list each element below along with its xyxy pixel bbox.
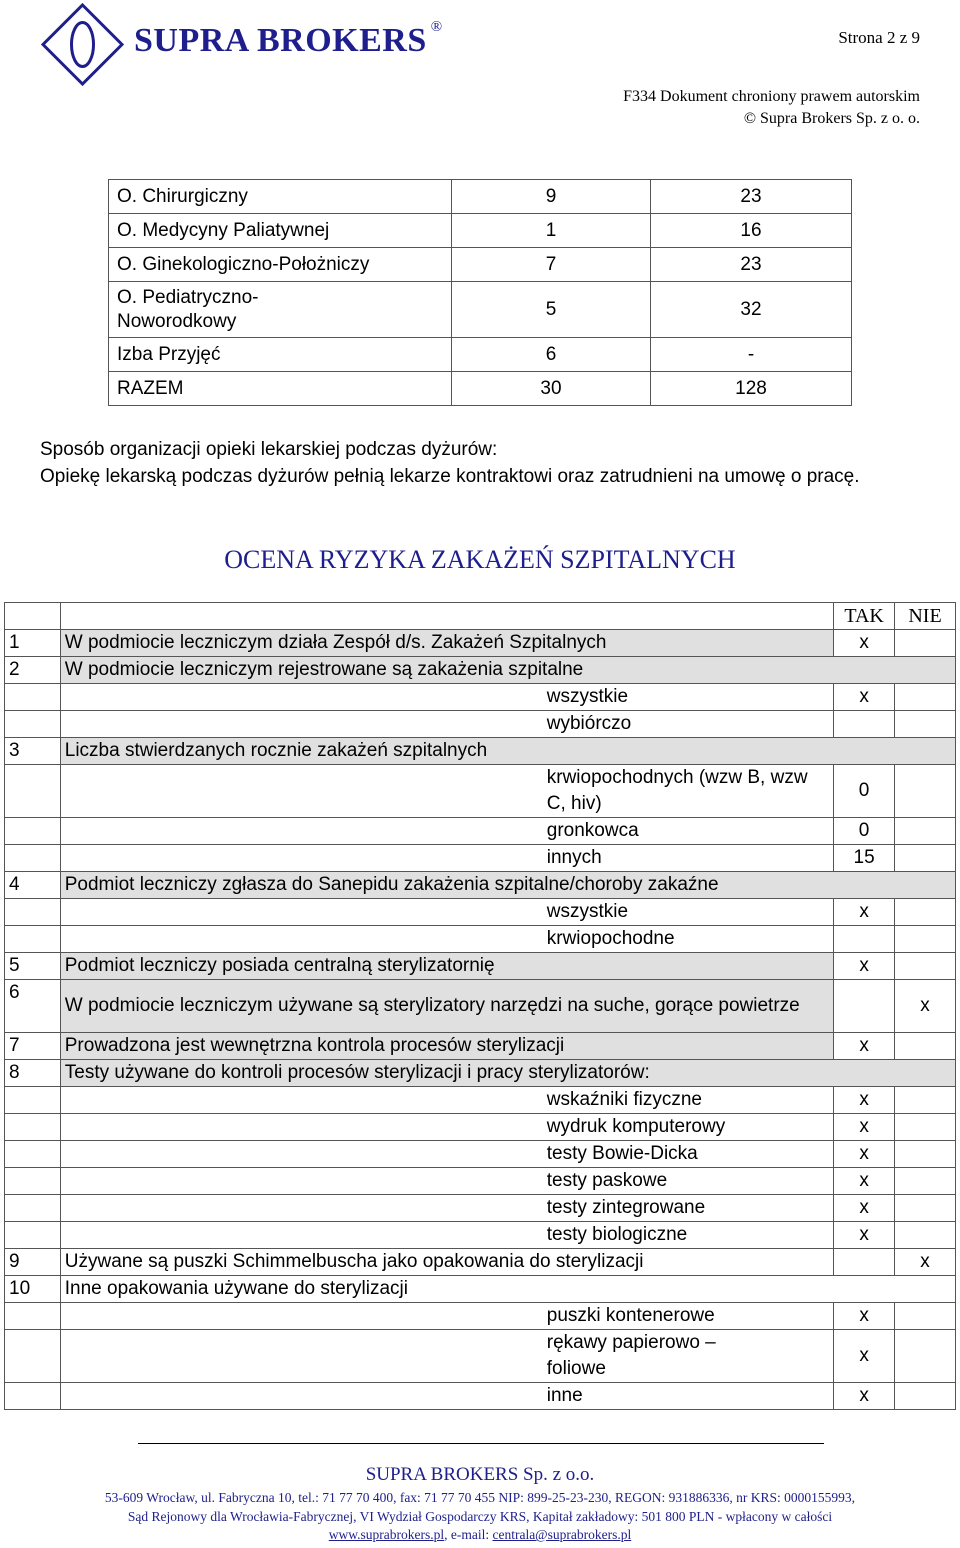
table-row: O. Ginekologiczno-Położniczy 7 23 xyxy=(109,248,852,282)
table-row: O. Chirurgiczny 9 23 xyxy=(109,180,852,214)
doctor-care-paragraph xyxy=(40,436,920,490)
copyright-line-1: F334 Dokument chroniony prawem autorskim xyxy=(623,88,920,105)
table-row: wszystkie x xyxy=(5,684,956,711)
table-row: gronkowca 0 xyxy=(5,818,956,845)
table-row: O. Pediatryczno-Noworodkowy 5 32 xyxy=(109,282,852,338)
table-row: RAZEM 30 128 xyxy=(109,372,852,406)
copyright-line-2: © Supra Brokers Sp. z o. o. xyxy=(743,110,920,127)
table-row: 2 W podmiocie leczniczym rejestrowane są zakażenia szpitalne xyxy=(5,657,956,684)
footer-court: Sąd Rejonowy dla Wrocławia-Fabrycznej, VI Wydział Gospodarczy KRS, Kapitał zakładowy: 501 800 PLN - wpłacony w całości xyxy=(127,1509,833,1524)
table-row: inne x xyxy=(5,1383,956,1410)
table-row: krwiopochodne xyxy=(5,926,956,953)
department-table xyxy=(108,179,852,406)
table-row: innych 15 xyxy=(5,845,956,872)
company-logo xyxy=(40,2,125,87)
table-row: 4 Podmiot leczniczy zgłasza do Sanepidu zakażenia szpitalne/choroby zakaźne xyxy=(5,872,956,899)
column-nie: NIE xyxy=(895,603,956,630)
table-row: krwiopochodnych (wzw B, wzw C, hiv) 0 xyxy=(5,765,956,818)
email-link[interactable]: centrala@suprabrokers.pl xyxy=(492,1527,632,1542)
table-header-row xyxy=(5,603,956,630)
table-row: O. Medycyny Paliatywnej 1 16 xyxy=(109,214,852,248)
section-title: OCENA RYZYKA ZAKAŻEŃ SZPITALNYCH xyxy=(224,545,736,574)
table-row: rękawy papierowo – foliowe x xyxy=(5,1330,956,1383)
table-row: wskaźniki fizyczne x xyxy=(5,1087,956,1114)
website-link[interactable]: www.suprabrokers.pl xyxy=(328,1527,445,1542)
table-row: wydruk komputerowy x xyxy=(5,1114,956,1141)
table-row: 7 Prowadzona jest wewnętrzna kontrola procesów sterylizacji x xyxy=(5,1033,956,1060)
table-row: 3 Liczba stwierdzanych rocznie zakażeń szpitalnych xyxy=(5,738,956,765)
paragraph-heading: Sposób organizacji opieki lekarskiej podczas dyżurów: xyxy=(40,439,498,460)
table-row: testy zintegrowane x xyxy=(5,1195,956,1222)
page-number: Strona 2 z 9 xyxy=(838,28,920,47)
table-row: 6 W podmiocie leczniczym używane są sterylizatory narzędzi na suche, gorące powietrze x xyxy=(5,980,956,1033)
table-row: wszystkie x xyxy=(5,899,956,926)
table-row: Izba Przyjęć 6 - xyxy=(109,338,852,372)
table-row: puszki kontenerowe x xyxy=(5,1303,956,1330)
table-row: testy biologiczne x xyxy=(5,1222,956,1249)
footer-contact: www.suprabrokers.pl, e-mail: centrala@suprabrokers.pl xyxy=(328,1527,632,1542)
table-row: 5 Podmiot leczniczy posiada centralną sterylizatornię x xyxy=(5,953,956,980)
table-row: 9 Używane są puszki Schimmelbuscha jako opakowania do sterylizacji x xyxy=(5,1249,956,1276)
table-row: 10 Inne opakowania używane do sterylizacji xyxy=(5,1276,956,1303)
table-row: testy paskowe x xyxy=(5,1168,956,1195)
column-tak: TAK xyxy=(834,603,895,630)
table-row: 1 W podmiocie leczniczym działa Zespół d/s. Zakażeń Szpitalnych x xyxy=(5,630,956,657)
footer-divider xyxy=(138,1443,824,1444)
table-row: 8 Testy używane do kontroli procesów sterylizacji i pracy sterylizatorów: xyxy=(5,1060,956,1087)
table-row: wybiórczo xyxy=(5,711,956,738)
table-row: testy Bowie-Dicka x xyxy=(5,1141,956,1168)
brand-name: SUPRA BROKERS ® xyxy=(134,18,443,59)
risk-table xyxy=(4,602,956,1410)
footer-address: 53-609 Wrocław, ul. Fabryczna 10, tel.: 71 77 70 400, fax: 71 77 70 455 NIP: 899-25-23-230, REGON: 931886336, nr KRS: 0000155993, xyxy=(104,1490,856,1505)
paragraph-body: Opiekę lekarską podczas dyżurów pełnią lekarze kontraktowi oraz zatrudnieni na umowę o pracę. xyxy=(40,466,860,487)
footer-company: SUPRA BROKERS Sp. z o.o. xyxy=(365,1464,595,1485)
